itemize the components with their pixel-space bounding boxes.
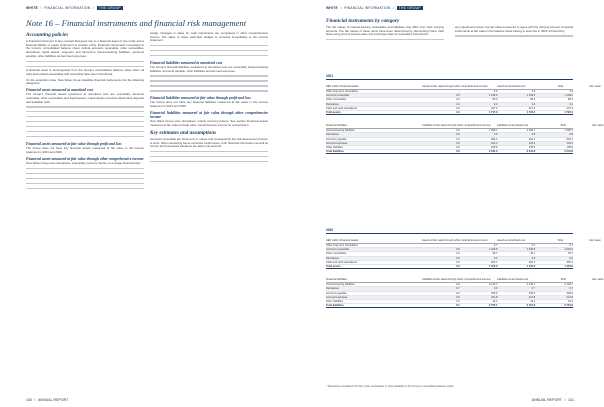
table-cell: 0.0 (569, 256, 573, 260)
table-cell: 427.3 (491, 106, 498, 110)
table-header-row (326, 81, 601, 90)
table-cell: 2 142.7 (564, 283, 573, 287)
table-cell: 1 404.0 (488, 264, 498, 268)
table-cell: 221.8 (566, 295, 573, 299)
table-cell: 4.9 (569, 90, 573, 93)
page-header: WHITE // FINANCIAL INFORMATION // THE GROUP (26, 6, 121, 10)
table-cell: 934.1 (528, 137, 536, 141)
intro-col-1 (326, 26, 444, 43)
row-label: Other receivables (326, 98, 347, 102)
paragraph: any impairment losses, the fair value is deemed to agree with the carrying amount. Financial instruments at fair value in the balance sheet belong to level two in IFRS 13 hierarchy. (455, 25, 573, 33)
footer-label: ANNUAL REPORT (531, 398, 562, 402)
table-cell: 427.3 (528, 106, 536, 110)
table-cell: 0.0 (456, 256, 460, 260)
column-header: Total (560, 124, 566, 128)
table-cell: 104.3 (566, 141, 573, 145)
table-cell: 0.0 (456, 248, 460, 252)
brand: WHITE (326, 6, 338, 10)
row-label: Interest-bearing liabilities (326, 283, 355, 287)
table-cell: 0.0 (456, 106, 460, 110)
table-cell: – (458, 90, 460, 93)
row-label: Derivatives (326, 102, 339, 106)
row-label: Accrued expenses (326, 295, 348, 299)
column-header: Liabilities at amortised cost (496, 124, 529, 128)
header-section: FINANCIAL INFORMATION (344, 6, 391, 10)
page-footer: ANNUAL REPORT // 101 (531, 398, 574, 402)
total-label: Total assets (326, 264, 341, 268)
table-cell: – (458, 244, 460, 247)
total-label: Total liabilities (326, 150, 344, 154)
table-cell: 45.7 (492, 252, 498, 256)
table-cell: 2 541.0 (488, 150, 498, 154)
table-cell: 346.6 (566, 291, 573, 295)
table-cell: 4.9 (493, 90, 498, 93)
table-cell: 0.0 (456, 137, 460, 141)
table-cell: 0.0 (456, 129, 460, 133)
heading-financial-instruments-by-category: Financial instruments by category (326, 18, 400, 24)
column-header: Liabilities at fair value through other comprehensive income (422, 124, 491, 128)
table-cell: 302.1 (528, 260, 536, 264)
column-header: Assets at fair value through other comprehensive income (422, 239, 488, 243)
table-cell: 0.0 (456, 283, 460, 287)
paragraph: A financial asset is derecognised from the Group's consolidated balance sheet when all risks and rewards associated with ownership have been transferred. (26, 68, 144, 76)
table-cell: 0.0 (531, 256, 536, 260)
header-current: THE GROUP (398, 6, 421, 10)
table-cell: 0.0 (456, 295, 460, 299)
table-cell: 86.3 (530, 98, 536, 102)
table-cell: 934.1 (566, 137, 573, 141)
row-label: Accounts payable (326, 291, 347, 295)
table-cell: 346.6 (491, 291, 498, 295)
table-cell: 0.0 (493, 256, 498, 260)
paragraph: hedge. Changes in value for cash instruments are recognised in other comprehensive income. The value of these cash-flow hedges is recorded immediately in the income statement. (150, 31, 268, 43)
table-2021 (326, 74, 604, 154)
heading-accounting-policies: Accounting policies (26, 32, 69, 38)
table-cell: 6.7 (569, 287, 573, 291)
table-cell: 3.4 (456, 102, 460, 106)
footer-label: ANNUAL REPORT (38, 398, 69, 402)
column-header: Total (557, 85, 563, 89)
heading-assets-fvpl: Financial assets measured at fair value through profit and loss (26, 142, 122, 146)
column-header: Liabilities at fair value through other comprehensive income (422, 278, 491, 282)
table-cell: 0.0 (493, 287, 498, 291)
row-label: Other long-term receivables (326, 90, 359, 93)
table-cell: 0.0 (493, 102, 498, 106)
table-cell: 6.7 (456, 304, 460, 308)
column-header: Fair value (592, 278, 604, 282)
row-label: Accounts receivable (326, 94, 350, 98)
page-number: 101 (568, 398, 574, 402)
table-cell: 2 541.8 (564, 150, 573, 154)
paragraph: New Wave Group uses derivatives, essentially currency futures, to manage financial risks. (26, 161, 142, 165)
paragraph: The Group's financial assets measured at amortised cost are essentially accounts receivable, other receivables and liquid assets. Liquid assets comprise liquid bank deposits and available cash. (26, 92, 144, 104)
table-cell: 45.7 (530, 252, 536, 256)
table-cell: 0.0 (493, 133, 498, 137)
table-cell: 2 142.7 (488, 283, 498, 287)
table-cell: 45.7 (567, 252, 573, 256)
table-cell: 86.3 (567, 98, 573, 102)
row-label: Interest-bearing liabilities (326, 129, 355, 133)
table-cell: 0.8 (456, 150, 460, 154)
table-cell: 427.3 (566, 106, 573, 110)
total-label: Total assets (326, 110, 341, 114)
table-header-row (326, 120, 604, 129)
table-cell: 1 720.4 (564, 110, 573, 114)
heading-assets-amortised: Financial assets measured at amortised cost (26, 88, 93, 92)
right-page (300, 0, 604, 407)
row-label: Derivatives (326, 256, 339, 260)
table-cell: 2 142.7 (526, 283, 536, 287)
table-cell: 2 761.8 (526, 304, 536, 308)
table-cell: 0.0 (456, 252, 460, 256)
page-number: 100 (26, 398, 32, 402)
row-label: Accrued expenses (326, 141, 348, 145)
table-total-row (326, 150, 573, 154)
paragraph: New Wave Group uses derivatives, mainly currency futures. See section Financial assets measured at fair value through other comprehensive income for a description. (150, 119, 268, 128)
table-cell: 1 404.0 (526, 264, 536, 268)
table-cell: 44.4 (530, 299, 536, 303)
table-cell: 1 720.4 (526, 110, 536, 114)
table-cell: 6.7 (493, 244, 498, 247)
header-current: THE GROUP (98, 6, 121, 10)
paragraph: The Group does not have any financial assets measured at fair value in the income statement in 2021 and 2020. (26, 146, 144, 154)
table-cell: 0.0 (456, 145, 460, 149)
table-year: 2020 (326, 228, 573, 234)
column-header: SEK million Financial assets (326, 85, 359, 89)
table-cell: 0.0 (456, 260, 460, 264)
column-header: Financial liabilities (326, 124, 347, 128)
table-cell: 3.4 (569, 102, 573, 106)
table-cell: 302.1 (566, 260, 573, 264)
column-header: Fair value (592, 124, 604, 128)
table-total-row (326, 304, 573, 308)
paragraph: The Group's financial liabilities measured at amortised cost are essentially interest-bearing liabilities, accounts payable, other liabilities and accrued expenses. (150, 65, 268, 73)
table-cell: 0.6 (456, 94, 460, 98)
table-cell: 6.7 (569, 244, 573, 247)
left-column-1 (26, 32, 144, 191)
table-cell: 0.0 (456, 299, 460, 303)
row-label: Other liabilities (326, 145, 344, 149)
row-label: Other long-term receivables (326, 244, 359, 247)
row-label: Other receivables (326, 252, 347, 256)
table-cell: 6.7 (531, 244, 536, 247)
column-header: Assets at fair value through other comprehensive income (422, 85, 488, 89)
table-cell: 0.0 (456, 291, 460, 295)
table-year: 2021 (326, 74, 573, 80)
table-cell: 3.4 (531, 102, 536, 106)
table-cell: 1 049.5 (564, 248, 573, 252)
paragraph: The fair values of interest-bearing receivables and liabilities may differ from their carrying amounts. The fair values of these items have been determined by discounting future cash flows using current interest rates and exchange rates for equivalent instruments. (326, 25, 444, 37)
table-cell: 1 199.6 (526, 94, 536, 98)
paragraph: Accounts receivable are short-term in nature and consequently the risk assessment horizon is short. When assessing future expected credit losses, both historical information as well as current and forecasted situations are taken into account. (150, 136, 268, 149)
page-footer: 100 // ANNUAL REPORT (26, 398, 69, 402)
row-label: Accounts payable (326, 137, 347, 141)
table-cell: 1 199.6 (488, 94, 498, 98)
paragraph: The Group does not have any financial liabilities measured at fair value in the income statement in 2021 and 2020. (150, 100, 268, 109)
table-cell: 86.3 (492, 98, 498, 102)
column-header: Total (560, 278, 566, 282)
table-cell: 1 049.5 (526, 248, 536, 252)
header-section: FINANCIAL INFORMATION (44, 6, 91, 10)
paragraph: A financial instrument is any contract that gives rise to a financial asset of one entity and a financial liability or equity instrument of another entity. Financial instruments recognised in the Group's consolidated balance sheet include accounts receivable, other receivables, derivatives, liquid assets, long-term and short-term interest-bearing liabilities, accounts payable, other liabilities and accrued expenses. (26, 39, 144, 58)
total-label: Total liabilities (326, 304, 344, 308)
table-2020 (326, 228, 604, 308)
heading-liabilities-fvoci: Financial liabilities measured at fair value through other comprehensive income (150, 110, 268, 120)
intro-col-2 (455, 26, 573, 39)
table-cell: 6.7 (531, 287, 536, 291)
table-cell: 3.4 (456, 110, 460, 114)
table-cell: 104.3 (528, 141, 536, 145)
heading-assets-fvoci: Financial assets measured at fair value through other comprehensive income (26, 156, 144, 161)
table-cell: 0.8 (569, 133, 573, 137)
row-label: Accounts receivable (326, 248, 350, 252)
left-column-2 (150, 32, 268, 165)
column-header: Financial liabilities (326, 278, 347, 282)
table-cell: 1 049.5 (488, 248, 498, 252)
table-cell: 2 761.8 (564, 304, 573, 308)
table-cell: 0.0 (456, 141, 460, 145)
column-header: Liabilities at amortised cost (496, 278, 529, 282)
table-header-row (326, 274, 604, 283)
heading-liabilities-amortised: Financial liabilities measured at amortised cost (150, 60, 223, 65)
table-cell: 104.3 (491, 141, 498, 145)
column-header: Fair value (589, 239, 601, 243)
table-cell: 105.9 (491, 145, 498, 149)
table-footnote: * Derivatives included in the item other receivables or other liabilities in the Group's consolidated balance sheet. (326, 385, 454, 388)
column-header: SEK million Financial assets (326, 239, 359, 243)
row-label: Cash and cash equivalents (326, 260, 358, 264)
column-header: Assets at amortised cost (496, 239, 526, 243)
table-cell: 44.4 (567, 299, 573, 303)
table-cell: 6.7 (456, 287, 460, 291)
left-page (0, 0, 300, 407)
table-cell: 1 717.0 (488, 110, 498, 114)
table-cell: 1 404.0 (564, 264, 573, 268)
table-cell: 934.1 (491, 137, 498, 141)
table-cell: 346.6 (528, 291, 536, 295)
column-header: Assets at amortised cost (496, 85, 526, 89)
table-cell: 1 396.7 (564, 129, 573, 133)
table-cell: 105.9 (528, 145, 536, 149)
table-cell: 1 396.7 (488, 129, 498, 133)
table-cell: 221.8 (491, 295, 498, 299)
row-label: Other liabilities (326, 299, 344, 303)
table-cell: 44.4 (492, 299, 498, 303)
column-header: Total (557, 239, 563, 243)
table-header-row (326, 235, 601, 244)
row-label: Derivatives (326, 287, 339, 291)
table-cell: 2 755.1 (488, 304, 498, 308)
brand: WHITE (26, 6, 38, 10)
table-cell: 0.0 (456, 264, 460, 268)
table-cell: 221.8 (528, 295, 536, 299)
column-header: Fair value (589, 85, 601, 89)
table-cell: 302.1 (491, 260, 498, 264)
heading-key-estimates: Key estimates and assumptions (150, 129, 217, 136)
row-label: Cash and cash equivalents (326, 106, 358, 110)
table-cell: 0.8 (531, 133, 536, 137)
paragraph: On the acquisition date, New Wave Group classifies financial instruments into the following categories: (26, 77, 144, 86)
table-cell: 0.0 (456, 98, 460, 102)
heading-liabilities-fvpl: Financial liabilities measured at fair value through profit and loss (150, 96, 251, 101)
table-cell: 1 396.7 (526, 129, 536, 133)
page-header: WHITE // FINANCIAL INFORMATION // THE GROUP (326, 6, 421, 10)
note-title: Note 16 – Financial instruments and financial risk management (26, 18, 247, 28)
table-cell: 105.9 (566, 145, 573, 149)
table-cell: 4.9 (531, 90, 536, 93)
table-cell: 1 199.6 (564, 94, 573, 98)
table-cell: 2 541.8 (526, 150, 536, 154)
table-cell: 0.8 (456, 133, 460, 137)
row-label: Derivatives (326, 133, 339, 137)
